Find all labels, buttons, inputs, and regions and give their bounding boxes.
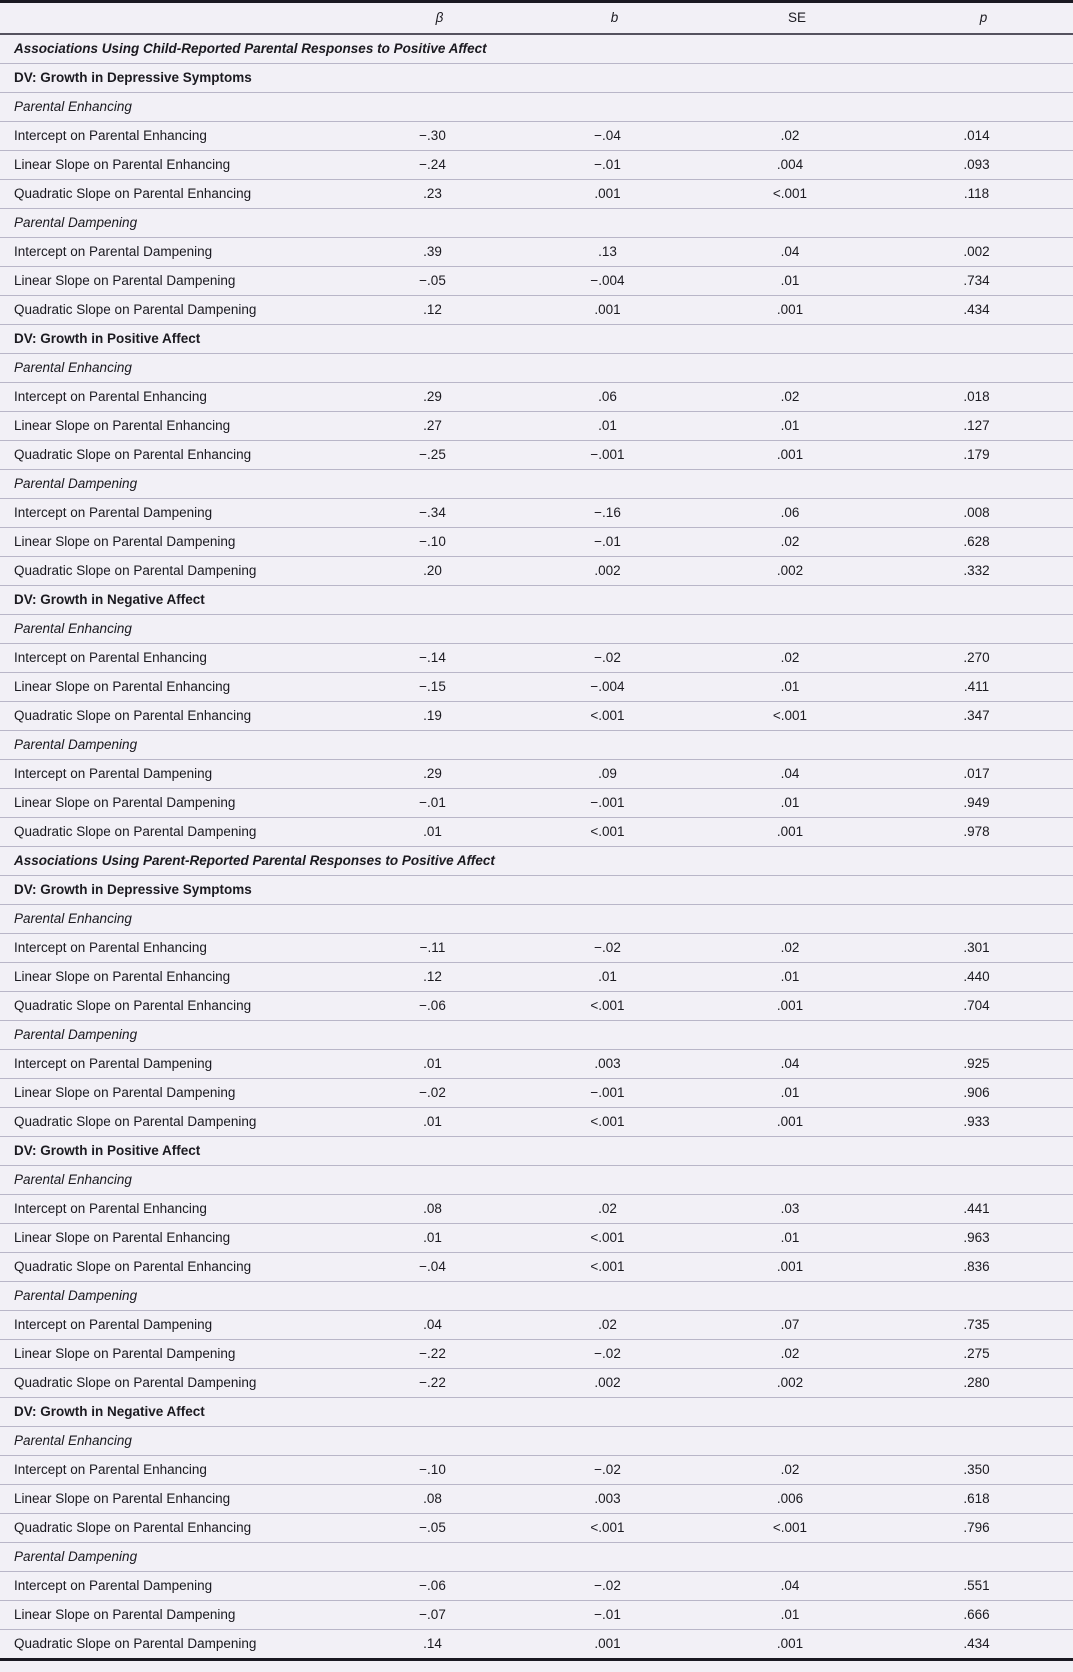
beta-value: −.02 [419, 1085, 446, 1100]
table-row [0, 1514, 1073, 1543]
row-label: Intercept on Parental Dampening [14, 1317, 213, 1332]
group-header-row [0, 1427, 1073, 1456]
row-label: Intercept on Parental Enhancing [14, 128, 207, 143]
se-value: .02 [780, 650, 800, 665]
p-value: .963 [963, 1230, 990, 1245]
table-row [0, 151, 1073, 180]
se-value: <.001 [772, 186, 808, 201]
se-value: .01 [780, 679, 800, 694]
p-value: .350 [963, 1462, 990, 1477]
table-row [0, 1485, 1073, 1514]
table-row [0, 267, 1073, 296]
row-label: Linear Slope on Parental Enhancing [14, 157, 231, 172]
se-value: .001 [776, 1636, 804, 1651]
b-value: −.16 [594, 505, 621, 520]
b-value: .01 [598, 969, 617, 984]
table-row [0, 1253, 1073, 1282]
beta-value: −.25 [419, 447, 446, 462]
table-row [0, 122, 1073, 151]
row-label: Linear Slope on Parental Enhancing [14, 679, 231, 694]
beta-value: .08 [423, 1491, 442, 1506]
row-label: DV: Growth in Negative Affect [14, 1404, 205, 1419]
table-row [0, 1340, 1073, 1369]
row-label: Quadratic Slope on Parental Dampening [14, 563, 257, 578]
row-label: Intercept on Parental Enhancing [14, 650, 207, 665]
b-value: −.02 [594, 1346, 621, 1361]
group-header-row [0, 354, 1073, 383]
b-value: .002 [594, 563, 621, 578]
beta-value: .12 [423, 302, 442, 317]
se-value: .02 [780, 1346, 800, 1361]
dv-header-row [0, 325, 1073, 354]
beta-value: −.22 [419, 1346, 446, 1361]
beta-value: .12 [423, 969, 442, 984]
row-label: Associations Using Parent-Reported Parental Responses to Positive Affect [14, 853, 495, 868]
beta-value: .04 [423, 1317, 442, 1332]
row-label: Quadratic Slope on Parental Enhancing [14, 1520, 252, 1535]
group-header-row [0, 1282, 1073, 1311]
row-label: DV: Growth in Positive Affect [14, 1143, 201, 1158]
table-body [0, 34, 1073, 1660]
b-value: <.001 [590, 998, 625, 1013]
p-value: .347 [963, 708, 990, 723]
p-value: .628 [963, 534, 990, 549]
se-value: .004 [776, 157, 804, 172]
group-header-row [0, 731, 1073, 760]
group-header-row [0, 1021, 1073, 1050]
row-label: Quadratic Slope on Parental Dampening [14, 1636, 257, 1651]
column-header-beta: β [350, 2, 525, 35]
beta-value: .19 [423, 708, 442, 723]
row-label: Quadratic Slope on Parental Dampening [14, 302, 257, 317]
table-row [0, 1311, 1073, 1340]
table-row [0, 1224, 1073, 1253]
p-value: .018 [963, 389, 990, 404]
row-label: Parental Enhancing [14, 621, 132, 636]
table-row [0, 1601, 1073, 1630]
row-label: Linear Slope on Parental Enhancing [14, 969, 231, 984]
se-value: .001 [776, 1114, 804, 1129]
row-label: Quadratic Slope on Parental Enhancing [14, 447, 252, 462]
se-value: .001 [776, 302, 804, 317]
dv-header-row [0, 876, 1073, 905]
row-label: Linear Slope on Parental Dampening [14, 1607, 236, 1622]
row-label: Parental Dampening [14, 737, 138, 752]
b-value: −.02 [594, 1578, 621, 1593]
b-value: .09 [598, 766, 617, 781]
p-value: .796 [963, 1520, 990, 1535]
p-value: .332 [963, 563, 990, 578]
b-value: −.001 [590, 447, 625, 462]
se-value: .001 [776, 447, 804, 462]
p-value: .618 [963, 1491, 990, 1506]
p-value: .275 [963, 1346, 990, 1361]
table-row [0, 528, 1073, 557]
b-value: −.02 [594, 1462, 621, 1477]
p-value: .441 [963, 1201, 990, 1216]
row-label: Parental Dampening [14, 476, 138, 491]
se-value: .002 [776, 1375, 804, 1390]
table-row [0, 1456, 1073, 1485]
p-value: .978 [963, 824, 990, 839]
column-header-p: p [890, 2, 1073, 35]
row-label: Parental Enhancing [14, 1172, 132, 1187]
row-label: Linear Slope on Parental Dampening [14, 273, 236, 288]
b-value: −.02 [594, 940, 621, 955]
table-row [0, 441, 1073, 470]
se-value: .001 [776, 1259, 804, 1274]
beta-value: −.01 [419, 795, 446, 810]
p-value: .014 [963, 128, 990, 143]
row-label: Parental Enhancing [14, 911, 132, 926]
p-value: .734 [963, 273, 990, 288]
table-row [0, 296, 1073, 325]
table-row [0, 789, 1073, 818]
beta-value: −.24 [419, 157, 446, 172]
table-row [0, 1079, 1073, 1108]
table-row [0, 818, 1073, 847]
b-value: .02 [598, 1201, 617, 1216]
row-label: Parental Dampening [14, 1288, 138, 1303]
b-value: <.001 [590, 1114, 625, 1129]
se-value: .04 [780, 1056, 800, 1071]
dv-header-row [0, 64, 1073, 93]
row-label: Linear Slope on Parental Dampening [14, 534, 236, 549]
beta-value: −.15 [419, 679, 446, 694]
row-label: DV: Growth in Depressive Symptoms [14, 70, 252, 85]
b-value: −.004 [590, 273, 625, 288]
b-value: .02 [598, 1317, 617, 1332]
beta-value: −.10 [419, 1462, 446, 1477]
row-label: Quadratic Slope on Parental Enhancing [14, 186, 252, 201]
se-value: .04 [780, 766, 800, 781]
se-value: <.001 [772, 708, 808, 723]
beta-value: .27 [423, 418, 442, 433]
table-row [0, 963, 1073, 992]
row-label: Intercept on Parental Dampening [14, 505, 213, 520]
beta-value: −.05 [419, 1520, 446, 1535]
beta-value: −.10 [419, 534, 446, 549]
p-value: .008 [963, 505, 990, 520]
group-header-row [0, 470, 1073, 499]
b-value: .13 [598, 244, 617, 259]
se-value: .01 [780, 273, 800, 288]
row-label: Parental Dampening [14, 1027, 138, 1042]
beta-value: −.14 [419, 650, 446, 665]
row-label: Intercept on Parental Dampening [14, 766, 213, 781]
se-value: .01 [780, 1607, 800, 1622]
se-value: .006 [776, 1491, 804, 1506]
beta-value: .29 [423, 766, 442, 781]
row-label: DV: Growth in Depressive Symptoms [14, 882, 252, 897]
row-label: Linear Slope on Parental Enhancing [14, 418, 231, 433]
p-value: .906 [963, 1085, 990, 1100]
group-header-row [0, 1166, 1073, 1195]
row-label: Linear Slope on Parental Enhancing [14, 1491, 231, 1506]
row-label: Linear Slope on Parental Dampening [14, 795, 236, 810]
table-row [0, 383, 1073, 412]
header-row [0, 2, 1073, 35]
beta-value: −.34 [419, 505, 446, 520]
p-value: .836 [963, 1259, 990, 1274]
p-value: .127 [963, 418, 990, 433]
p-value: .280 [963, 1375, 990, 1390]
table-row [0, 499, 1073, 528]
b-value: <.001 [590, 1230, 625, 1245]
dv-header-row [0, 1398, 1073, 1427]
p-value: .434 [963, 1636, 990, 1651]
p-value: .440 [963, 969, 990, 984]
b-value: .06 [598, 389, 617, 404]
se-value: .04 [780, 244, 800, 259]
row-label: Parental Dampening [14, 215, 138, 230]
table-row [0, 673, 1073, 702]
p-value: .017 [963, 766, 990, 781]
group-header-row [0, 209, 1073, 238]
p-value: .118 [963, 186, 990, 201]
table-row [0, 412, 1073, 441]
b-value: −.001 [590, 795, 625, 810]
se-value: .02 [780, 389, 800, 404]
section-header-row [0, 34, 1073, 64]
b-value: .001 [594, 186, 621, 201]
beta-value: −.30 [419, 128, 446, 143]
b-value: <.001 [590, 824, 625, 839]
se-value: .06 [780, 505, 800, 520]
se-value: .03 [780, 1201, 800, 1216]
table-row [0, 992, 1073, 1021]
table-row [0, 1050, 1073, 1079]
column-header-b: b [525, 2, 700, 35]
b-value: .001 [594, 1636, 621, 1651]
table-row [0, 1572, 1073, 1601]
b-value: .001 [594, 302, 621, 317]
row-label: Linear Slope on Parental Enhancing [14, 1230, 231, 1245]
b-value: .002 [594, 1375, 621, 1390]
table-row [0, 1630, 1073, 1660]
p-value: .093 [963, 157, 990, 172]
p-value: .002 [963, 244, 990, 259]
table-row [0, 1108, 1073, 1137]
row-label: Quadratic Slope on Parental Dampening [14, 824, 257, 839]
se-value: .02 [780, 534, 800, 549]
group-header-row [0, 93, 1073, 122]
b-value: <.001 [590, 1259, 625, 1274]
beta-value: .14 [423, 1636, 442, 1651]
p-value: .411 [963, 679, 990, 694]
row-label: Intercept on Parental Dampening [14, 1056, 213, 1071]
row-label: Intercept on Parental Enhancing [14, 1201, 207, 1216]
beta-value: .01 [423, 1230, 442, 1245]
b-value: −.004 [590, 679, 625, 694]
p-value: .704 [963, 998, 990, 1013]
se-value: .02 [780, 940, 800, 955]
p-value: .301 [963, 940, 990, 955]
p-value: .735 [963, 1317, 990, 1332]
table-row [0, 644, 1073, 673]
row-label: Intercept on Parental Enhancing [14, 1462, 207, 1477]
b-value: −.01 [594, 157, 621, 172]
b-value: <.001 [590, 708, 625, 723]
beta-value: .23 [423, 186, 442, 201]
p-value: .551 [963, 1578, 990, 1593]
b-value: .01 [598, 418, 617, 433]
b-value: .003 [594, 1056, 621, 1071]
row-label: DV: Growth in Positive Affect [14, 331, 201, 346]
se-value: .01 [780, 795, 800, 810]
p-value: .949 [963, 795, 990, 810]
p-value: .434 [963, 302, 990, 317]
b-value: −.001 [590, 1085, 625, 1100]
row-label: Intercept on Parental Enhancing [14, 389, 207, 404]
column-header-label [0, 2, 350, 35]
table-row [0, 1195, 1073, 1224]
dv-header-row [0, 586, 1073, 615]
b-value: .003 [594, 1491, 621, 1506]
beta-value: −.07 [419, 1607, 446, 1622]
group-header-row [0, 615, 1073, 644]
se-value: .02 [780, 128, 800, 143]
beta-value: .08 [423, 1201, 442, 1216]
beta-value: .20 [423, 563, 442, 578]
row-label: Associations Using Child-Reported Parental Responses to Positive Affect [14, 41, 487, 56]
se-value: .002 [776, 563, 804, 578]
table-row [0, 1369, 1073, 1398]
se-value: .02 [780, 1462, 800, 1477]
b-value: −.01 [594, 1607, 621, 1622]
table-row [0, 557, 1073, 586]
beta-value: −.11 [419, 940, 446, 955]
row-label: Parental Enhancing [14, 1433, 132, 1448]
b-value: −.04 [594, 128, 621, 143]
row-label: Quadratic Slope on Parental Enhancing [14, 1259, 252, 1274]
se-value: .001 [776, 824, 804, 839]
beta-value: −.22 [419, 1375, 446, 1390]
dv-header-row [0, 1137, 1073, 1166]
table-row [0, 760, 1073, 789]
row-label: Intercept on Parental Dampening [14, 244, 213, 259]
row-label: Parental Enhancing [14, 99, 132, 114]
p-value: .666 [963, 1607, 990, 1622]
table-row [0, 702, 1073, 731]
p-value: .179 [963, 447, 990, 462]
row-label: Intercept on Parental Enhancing [14, 940, 207, 955]
beta-value: .01 [423, 1114, 442, 1129]
se-value: .01 [780, 418, 800, 433]
se-value: .04 [780, 1578, 800, 1593]
beta-value: −.06 [419, 998, 446, 1013]
row-label: Parental Enhancing [14, 360, 132, 375]
row-label: DV: Growth in Negative Affect [14, 592, 205, 607]
row-label: Linear Slope on Parental Dampening [14, 1085, 236, 1100]
table-row [0, 934, 1073, 963]
group-header-row [0, 905, 1073, 934]
b-value: −.01 [594, 534, 621, 549]
se-value: .01 [780, 1230, 800, 1245]
beta-value: .01 [423, 1056, 442, 1071]
group-header-row [0, 1543, 1073, 1572]
b-value: <.001 [590, 1520, 625, 1535]
p-value: .270 [963, 650, 990, 665]
beta-value: .29 [423, 389, 442, 404]
row-label: Parental Dampening [14, 1549, 138, 1564]
se-value: .07 [780, 1317, 800, 1332]
section-header-row [0, 847, 1073, 876]
beta-value: −.06 [419, 1578, 446, 1593]
row-label: Quadratic Slope on Parental Dampening [14, 1375, 257, 1390]
se-value: .001 [776, 998, 804, 1013]
beta-value: .39 [423, 244, 442, 259]
beta-value: .01 [423, 824, 442, 839]
row-label: Quadratic Slope on Parental Enhancing [14, 998, 252, 1013]
table-header [0, 2, 1073, 35]
row-label: Linear Slope on Parental Dampening [14, 1346, 236, 1361]
se-value: .01 [780, 969, 800, 984]
row-label: Quadratic Slope on Parental Enhancing [14, 708, 252, 723]
p-value: .925 [963, 1056, 990, 1071]
se-value: <.001 [772, 1520, 808, 1535]
table-row [0, 238, 1073, 267]
se-value: .01 [780, 1085, 800, 1100]
p-value: .933 [963, 1114, 990, 1129]
beta-value: −.05 [419, 273, 446, 288]
row-label: Intercept on Parental Dampening [14, 1578, 213, 1593]
table-row [0, 180, 1073, 209]
column-header-se: SE [700, 2, 890, 35]
row-label: Quadratic Slope on Parental Dampening [14, 1114, 257, 1129]
beta-value: −.04 [419, 1259, 446, 1274]
b-value: −.02 [594, 650, 621, 665]
